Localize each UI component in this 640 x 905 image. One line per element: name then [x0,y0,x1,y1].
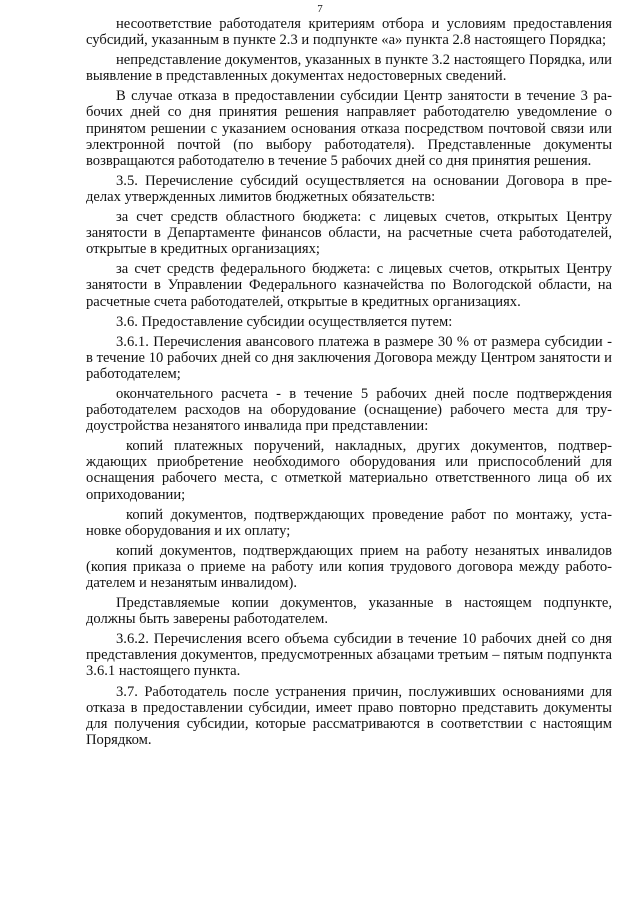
paragraph: окончательного расчета - в течение 5 рабочих дней после подтверждения работодателем расходов на оборудование (оснащение) рабочего места для трудоустройства незанятого инвалида при представлении: [86,385,612,435]
paragraph: несоответствие работодателя критериям отбора и условиям предоставления субсидий, указанным в пункте 2.3 и подпункте «а» пункта 2.8 настоящего Порядка; [86,16,612,49]
paragraph: 3.6.1. Перечисления авансового платежа в размере 30 % от размера субсидии - в течение 10 рабочих дней со дня заключения Договора между Центром занятости и работодателем; [86,333,612,382]
paragraph: копий документов, подтверждающих проведение работ по монтажу, установке оборудования и их оплату; [86,506,612,539]
paragraph: за счет средств областного бюджета: с лицевых счетов, открытых Центру занятости в Департаменте финансов области, на расчетные счета работодателей, открытые в кредитных организациях; [86,209,612,258]
paragraph: 3.6.2. Перечисления всего объема субсидии в течение 10 рабочих дней со дня представления документов, предусмотренных абзацами третьим – пятым подпункта 3.6.1 настоящего пункта. [86,631,612,680]
paragraph: за счет средств федерального бюджета: с лицевых счетов, открытых Центру занятости в Управлении Федерального казначейства по Вологодской области, на расчетные счета работодателей, открытые в кредитных организациях. [86,261,612,310]
paragraph: Представляемые копии документов, указанные в настоящем подпункте, должны быть заверены работодателем. [86,595,612,628]
paragraph: 3.7. Работодатель после устранения причин, послуживших основаниями для отказа в предоставлении субсидии, имеет право повторно представить документы для получения субсидии, которые рассматриваются в соответствии с настоящим Порядком. [86,683,612,748]
paragraph: 3.5. Перечисление субсидий осуществляется на основании Договора в пределах утвержденных лимитов бюджетных обязательств: [86,172,612,205]
paragraph: непредставление документов, указанных в пункте 3.2 настоящего Порядка, или выявление в представленных документах недостоверных сведений. [86,52,612,85]
document-body [86,16,612,748]
paragraph: 3.6. Предоставление субсидии осуществляется путем: [116,313,453,330]
paragraph: копий документов, подтверждающих прием на работу незанятых инвалидов (копия приказа о приеме на работу или копия трудового договора между работодателем и незанятым инвалидом). [86,542,612,591]
paragraph: копий платежных поручений, накладных, других документов, подтверждающих приобретение необходимого оборудования или приспособлений для оснащения рабочего места, с отметкой материально ответственного лица об их оприходовании; [86,438,612,503]
paragraph: В случае отказа в предоставлении субсидии Центр занятости в течение 3 рабочих дней со дня принятия решения направляет работодателю уведомление о принятом решении с указанием основания отказа посредством почтовой связи или электронной почтой (по выбору работодателя). Представленные документы возвращаются работодателю в течение 5 рабочих дней со дня принятия решения. [86,88,612,169]
page-number: 7 [317,3,323,15]
